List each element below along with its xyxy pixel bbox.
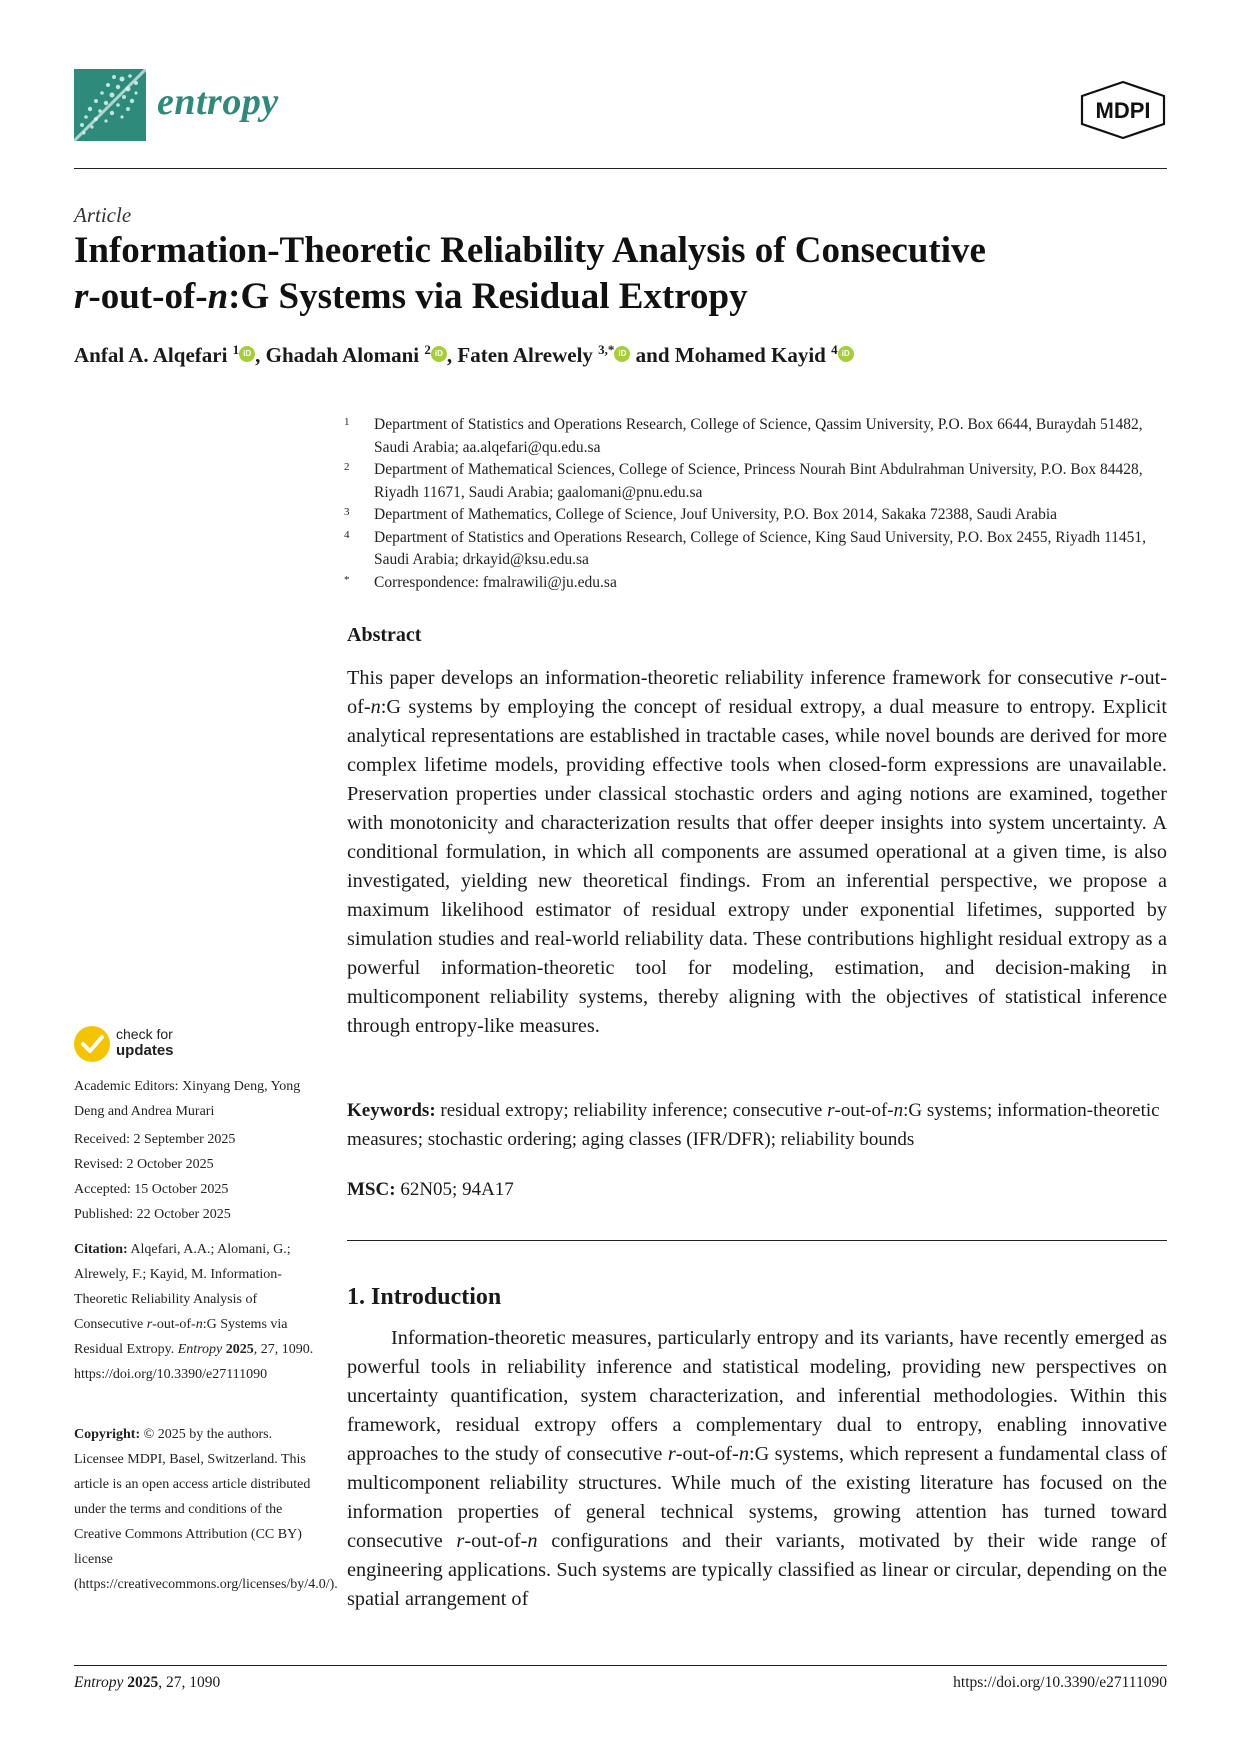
publisher-name: MDPI xyxy=(1095,98,1151,123)
affiliation-item: 1 Department of Statistics and Operations Research, College of Science, Qassim University, P.O. Box 6644, Buraydah 51482, Saudi Arabia; aa.alqefari@qu.edu.sa xyxy=(344,416,1143,456)
journal-logo xyxy=(74,69,146,141)
section-heading-introduction: 1. Introduction xyxy=(347,1284,502,1310)
orcid-icon[interactable]: iD xyxy=(239,346,255,362)
orcid-icon[interactable]: iD xyxy=(614,346,630,362)
article-title: Information-Theoretic Reliability Analysis of Consecutive r-out-of-n:G Systems via Residual Extropy xyxy=(74,230,986,317)
author-name: Mohamed Kayid xyxy=(674,343,826,367)
keywords: Keywords: residual extropy; reliability inference; consecutive r-out-of-n:G systems; information-theoretic measures; stochastic ordering; aging classes (IFR/DFR); reliability bounds xyxy=(347,1100,1160,1150)
author-name: Faten Alrewely xyxy=(457,343,593,367)
author-name: Ghadah Alomani xyxy=(265,343,420,367)
affiliation-item: 2 Department of Mathematical Sciences, College of Science, Princess Nourah Bint Abdulrahman University, P.O. Box 84428, Riyadh 11671, Saudi Arabia; gaalomani@pnu.edu.sa xyxy=(344,461,1143,501)
journal-name: entropy xyxy=(157,81,279,123)
affiliations xyxy=(344,414,1164,594)
footer-rule xyxy=(74,1665,1167,1666)
footer-citation: Entropy 2025, 27, 1090 xyxy=(74,1674,221,1691)
check-icon xyxy=(74,1026,110,1062)
abstract-text: This paper develops an information-theoretic reliability inference framework for consecutive r-out-of-n:G systems by employing the concept of residual extropy, a dual measure to entropy. Explicit analytical representations are established in tractable cases, while novel bounds are derived for more complex lifetime models, providing effective tools when closed-form expressions are unavailable. Preservation properties under classical stochastic orders and aging notions are examined, together with monotonicity and characterization results that offer deeper insights into system uncertainty. A conditional formulation, in which all components are assumed operational at a given time, is also investigated, yielding new theoretical findings. From an inferential perspective, we propose a maximum likelihood estimator of residual extropy under exponential lifetimes, supported by simulation studies and real-world reliability data. These contributions highlight residual extropy as a powerful information-theoretic tool for modeling, estimation, and decision-making in multicomponent reliability systems, thereby aligning with the objectives of statistical inference through entropy-like measures. xyxy=(347,667,1167,1037)
abstract-heading: Abstract xyxy=(347,624,422,646)
article-type: Article xyxy=(74,203,132,227)
author-list: Anfal A. Alqefari $^1$ iD , Ghadah Alomani $^2$ iD , Faten Alrewely $^{3,*}$ iD and Mohamed Kayid $^4$ iD xyxy=(74,342,854,368)
affiliation-item: 4 Department of Statistics and Operations Research, College of Science, King Saud University, P.O. Box 2455, Riyadh 11451, Saudi Arabia; drkayid@ksu.edu.sa xyxy=(344,528,1146,568)
check-for-updates-badge[interactable]: check for updates xyxy=(74,1026,294,1070)
footer-doi-link[interactable]: https://doi.org/10.3390/e27111090 xyxy=(953,1674,1167,1691)
published-date: Published: 22 October 2025 xyxy=(74,1207,231,1222)
introduction-text: Information-theoretic measures, particularly entropy and its variants, have recently emerged as powerful tools in reliability inference and statistical modeling, providing new perspectives on uncertainty quantification, system characterization, and inferential methodologies. Within this framework, residual extropy offers a complementary dual to entropy, enabling innovative approaches to the study of consecutive r-out-of-n:G systems, which represent a fundamental class of multicomponent reliability structures. While much of the existing literature has focused on the information properties of general technical systems, growing attention has turned toward consecutive r-out-of-n configurations and their variants, motivated by their wide range of engineering applications. Such systems are typically classified as linear or circular, depending on the spatial arrangement of xyxy=(347,1327,1167,1610)
author-name: Anfal A. Alqefari xyxy=(74,343,228,367)
orcid-icon[interactable]: iD xyxy=(431,346,447,362)
orcid-icon[interactable]: iD xyxy=(838,346,854,362)
received-date: Received: 2 September 2025 xyxy=(74,1132,236,1147)
revised-date: Revised: 2 October 2025 xyxy=(74,1157,214,1172)
header-rule xyxy=(74,168,1167,169)
msc-codes: MSC: 62N05; 94A17 xyxy=(347,1179,514,1200)
accepted-date: Accepted: 15 October 2025 xyxy=(74,1182,229,1197)
affiliation-item: 3 Department of Mathematics, College of Science, Jouf University, P.O. Box 2014, Sakaka 72388, Saudi Arabia xyxy=(344,506,1058,523)
section-rule xyxy=(347,1240,1167,1241)
mdpi-logo xyxy=(1078,80,1168,140)
correspondence[interactable]: * Correspondence: fmalrawili@ju.edu.sa xyxy=(344,573,617,591)
citation: Citation: Alqefari, A.A.; Alomani, G.; Alrewely, F.; Kayid, M. Information-Theoretic Reliability Analysis of Consecutive r-out-of-n:G Systems via Residual Extropy. Entropy 2025, 27, 1090. https://doi.org/10.3390/e27111090 xyxy=(74,1242,314,1382)
academic-editors: Academic Editors: Xinyang Deng, Yong Deng and Andrea Murari xyxy=(74,1079,301,1119)
copyright: Copyright: © 2025 by the authors. Licensee MDPI, Basel, Switzerland. This article is an open access article distributed under the terms and conditions of the Creative Commons Attribution (CC BY) license (https://creativecommons.org/licenses/by/4.0/). xyxy=(74,1427,338,1592)
